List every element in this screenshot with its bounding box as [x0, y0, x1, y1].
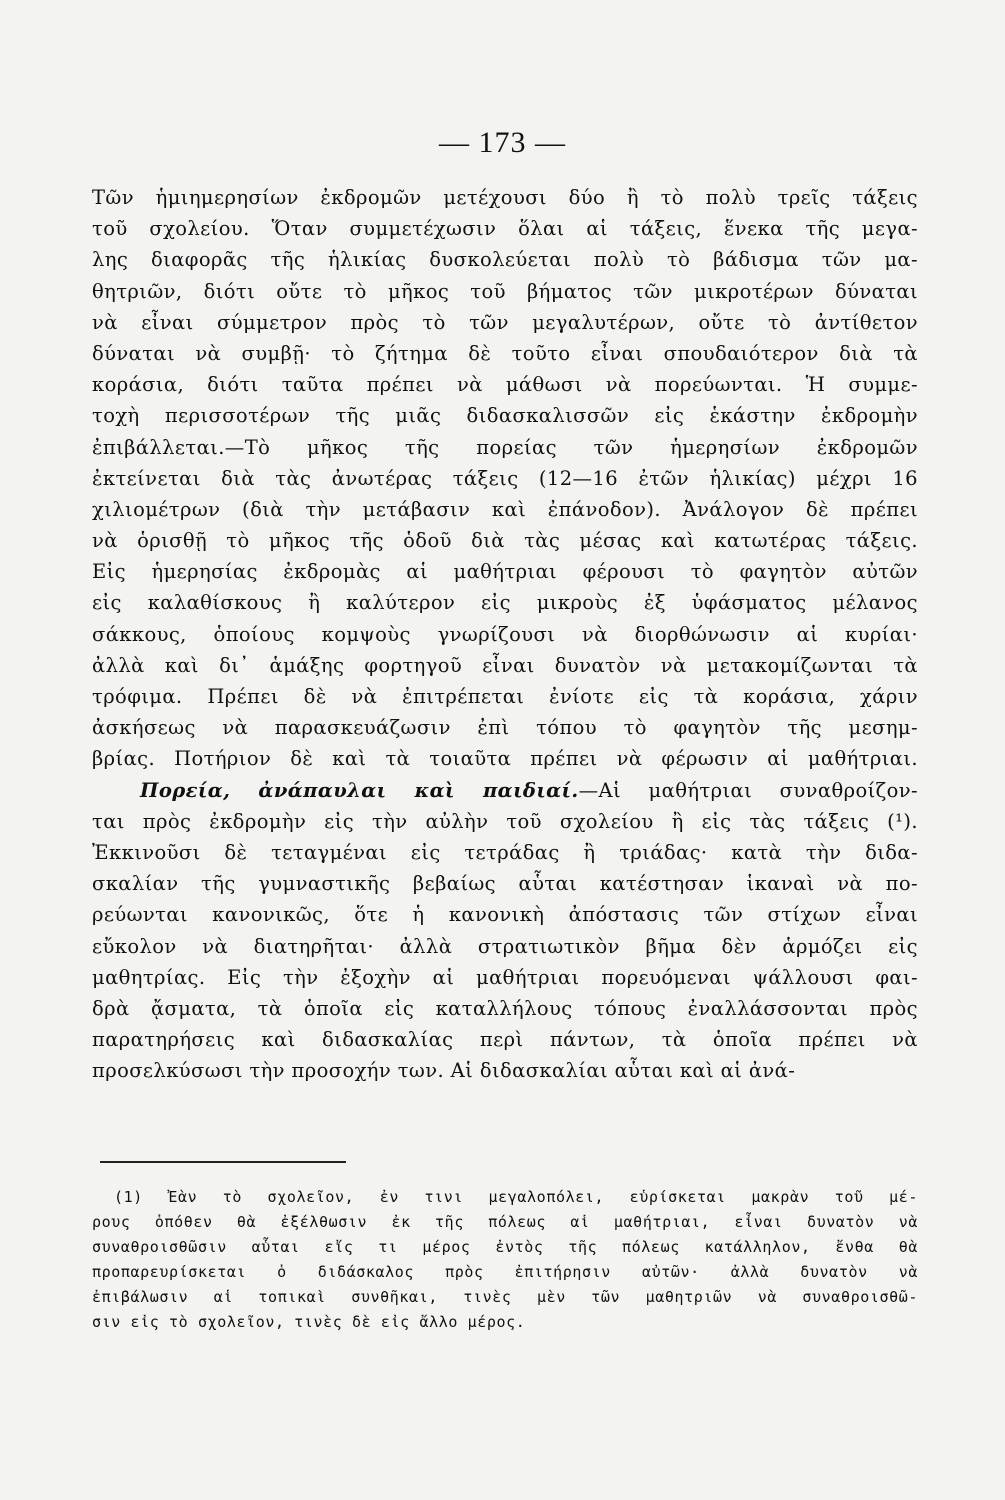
text-line: ται πρὸς ἐκδρομὴν εἰς τὴν αὐλὴν τοῦ σχολείου ἢ εἰς τὰς τάξεις (¹). [92, 809, 918, 833]
text-line: εἰς καλαθίσκους ἢ καλύτερον εἰς μικροὺς ἐξ ὑφάσματος μέλανος [92, 591, 918, 615]
text-line: προσελκύσωσι τὴν προσοχήν των. Αἱ διδασκαλίαι αὗται καὶ αἱ ἀνά- [92, 1059, 796, 1083]
footnote-line: σιν εἰς τὸ σχολεῖον, τινὲς δὲ εἰς ἄλλο μέρος. [92, 1313, 526, 1331]
text-line: νὰ ὁρισθῇ τὸ μῆκος τῆς ὁδοῦ διὰ τὰς μέσας καὶ κατωτέρας τάξεις. [92, 529, 918, 553]
text-line: νὰ εἶναι σύμμετρον πρὸς τὸ τῶν μεγαλυτέρων, οὔτε τὸ ἀντίθετον [92, 310, 918, 334]
text-line: λης διαφορᾶς τῆς ἡλικίας δυσκολεύεται πολὺ τὸ βάδισμα τῶν μα- [92, 248, 918, 272]
text-line: ἐκτείνεται διὰ τὰς ἀνωτέρας τάξεις (12—16 ἐτῶν ἡλικίας) μέχρι 16 [92, 466, 918, 490]
footnote-line: συναθροισθῶσιν αὗται εἴς τι μέρος ἐντὸς τῆς πόλεως κατάλληλον, ἔνθα θὰ [92, 1238, 918, 1256]
text-line: εὔκολον νὰ διατηρῆται· ἀλλὰ στρατιωτικὸν βῆμα δὲν ἁρμόζει εἰς [92, 934, 918, 958]
text-line: κοράσια, διότι ταῦτα πρέπει νὰ μάθωσι νὰ πορεύωνται. Ἡ συμμε- [92, 373, 918, 397]
text-line: ρεύωνται κανονικῶς, ὅτε ἡ κανονικὴ ἀπόστασις τῶν στίχων εἶναι [92, 903, 918, 927]
text-line: ἀσκήσεως νὰ παρασκευάζωσιν ἐπὶ τόπου τὸ φαγητὸν τῆς μεσημ- [92, 716, 918, 740]
footnote-line: προπαρευρίσκεται ὁ διδάσκαλος πρὸς ἐπιτήρησιν αὐτῶν· ἀλλὰ δυνατὸν νὰ [92, 1263, 918, 1281]
footnotes [92, 1185, 918, 1335]
text-line: βρίας. Ποτήριον δὲ καὶ τὰ τοιαῦτα πρέπει νὰ φέρωσιν αἱ μαθήτριαι. [92, 747, 918, 771]
text-line: παρατηρήσεις καὶ διδασκαλίας περὶ πάντων, τὰ ὁποῖα πρέπει νὰ [92, 1028, 918, 1052]
text-line: ἐπιβάλλεται.—Τὸ μῆκος τῆς πορείας τῶν ἡμερησίων ἐκδρομῶν [92, 435, 918, 459]
text-line: σάκκους, ὁποίους κομψοὺς γνωρίζουσι νὰ διορθώνωσιν αἱ κυρίαι· [92, 622, 918, 646]
footnote-rule [100, 1161, 346, 1163]
text-line: τοχὴ περισσοτέρων τῆς μιᾶς διδασκαλισσῶν εἰς ἑκάστην ἐκδρομὴν [92, 404, 918, 428]
text-line: τρόφιμα. Πρέπει δὲ νὰ ἐπιτρέπεται ἐνίοτε εἰς τὰ κοράσια, χάριν [92, 685, 918, 708]
text-line: ἀλλὰ καὶ δι᾽ ἁμάξης φορτηγοῦ εἶναι δυνατὸν νὰ μετακομίζωνται τὰ [92, 653, 918, 677]
text-line: δύναται νὰ συμβῇ· τὸ ζήτημα δὲ τοῦτο εἶναι σπουδαιότερον διὰ τὰ [92, 341, 918, 365]
body-text [92, 182, 918, 1086]
text-line: μαθητρίας. Εἰς τὴν ἐξοχὴν αἱ μαθήτριαι πορευόμεναι ψάλλουσι φαι- [92, 965, 918, 989]
section-first-line-rest: —Αἱ μαθήτριαι συναθροίζον- [578, 778, 918, 802]
text-line: Ἐκκινοῦσι δὲ τεταγμέναι εἰς τετράδας ἢ τριάδας· κατὰ τὴν διδα- [92, 840, 918, 864]
footnote-line: (1) Ἐὰν τὸ σχολεῖον, ἐν τινι μεγαλοπόλει, εὑρίσκεται μακρὰν τοῦ μέ- [114, 1188, 918, 1206]
footnote-line: ρους ὁπόθεν θὰ ἐξέλθωσιν ἐκ τῆς πόλεως αἱ μαθήτριαι, εἶναι δυνατὸν νὰ [92, 1213, 918, 1231]
section-heading: Πορεία, ἀνάπαυλαι καὶ παιδιαί. [140, 778, 579, 802]
text-line: χιλιομέτρων (διὰ τὴν μετάβασιν καὶ ἐπάνοδον). Ἀνάλογον δὲ πρέπει [92, 497, 918, 521]
text-line: τοῦ σχολείου. Ὅταν συμμετέχωσιν ὅλαι αἱ τάξεις, ἕνεκα τῆς μεγα- [92, 217, 918, 241]
text-line: σκαλίαν τῆς γυμναστικῆς βεβαίως αὗται κατέστησαν ἱκαναὶ νὰ πο- [92, 872, 918, 896]
text-line: Εἰς ἡμερησίας ἐκδρομὰς αἱ μαθήτριαι φέρουσι τὸ φαγητὸν αὐτῶν [92, 560, 918, 584]
text-line: Τῶν ἡμιημερησίων ἐκδρομῶν μετέχουσι δύο ἢ τὸ πολὺ τρεῖς τάξεις [92, 186, 918, 209]
text-line: δρὰ ᾄσματα, τὰ ὁποῖα εἰς καταλλήλους τόπους ἐναλλάσσονται πρὸς [92, 996, 918, 1020]
section-first-line [92, 775, 918, 806]
text-line: θητριῶν, διότι οὔτε τὸ μῆκος τοῦ βήματος τῶν μικροτέρων δύναται [92, 279, 918, 303]
footnote-line: ἐπιβάλωσιν αἱ τοπικαὶ συνθῆκαι, τινὲς μὲν τῶν μαθητριῶν νὰ συναθροισθῶ- [92, 1288, 918, 1306]
page-number: — 173 — [439, 126, 566, 159]
